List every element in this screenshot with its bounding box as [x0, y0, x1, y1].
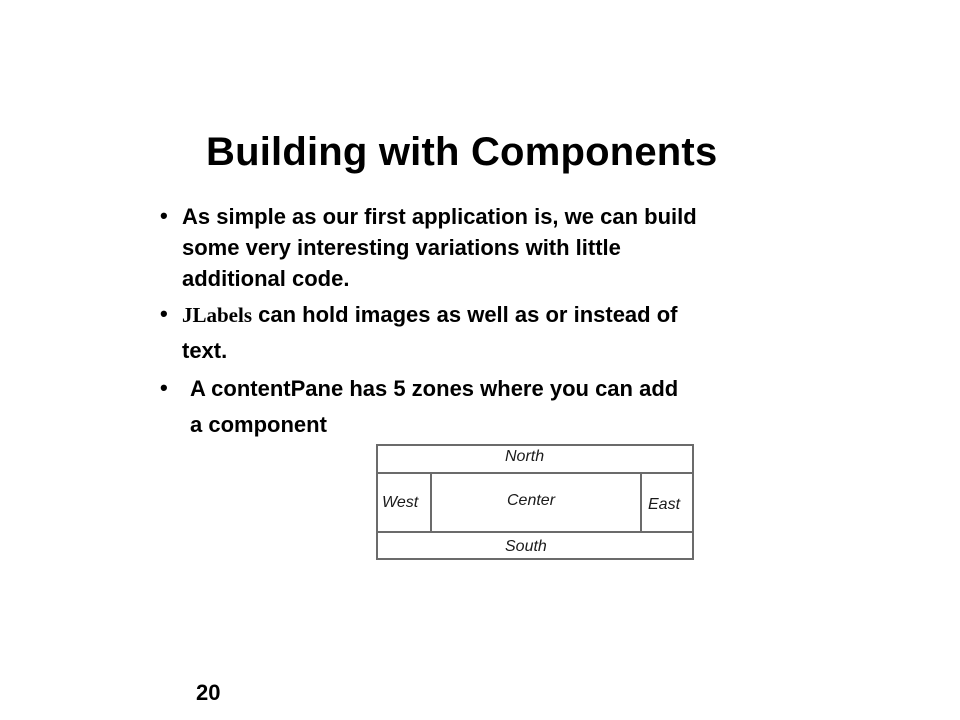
bullet-3 — [190, 375, 679, 437]
bullet-2 — [182, 301, 678, 363]
east-label: East — [648, 496, 681, 513]
page-number: 20 — [196, 680, 221, 705]
bullet-1-line-1: As simple as our first application is, we can build — [182, 204, 697, 229]
center-label: Center — [507, 492, 556, 509]
bullet-1 — [182, 203, 697, 291]
bullet-1-line-2: some very interesting variations with little — [182, 235, 621, 260]
bullet-marker-3: • — [160, 375, 168, 400]
west-label: West — [382, 494, 419, 511]
bullet-1-line-3: additional code. — [182, 266, 350, 291]
jlabels-term: JLabels — [182, 303, 253, 327]
bullet-3-line-1: A contentPane has 5 zones where you can add — [190, 376, 679, 401]
bullet-marker-2: • — [160, 301, 168, 326]
bullet-2-line-2: text. — [182, 338, 228, 363]
bullet-3-line-2: a component — [190, 412, 327, 437]
bullet-2-line-1 — [182, 301, 677, 329]
border-layout-diagram — [376, 444, 694, 560]
bullet-marker-1: • — [160, 203, 168, 228]
north-label: North — [505, 448, 545, 465]
bullet-2-line-1-text: can hold images as well as or instead of — [252, 302, 678, 327]
south-label: South — [505, 538, 547, 555]
slide-title: Building with Components — [206, 130, 718, 174]
